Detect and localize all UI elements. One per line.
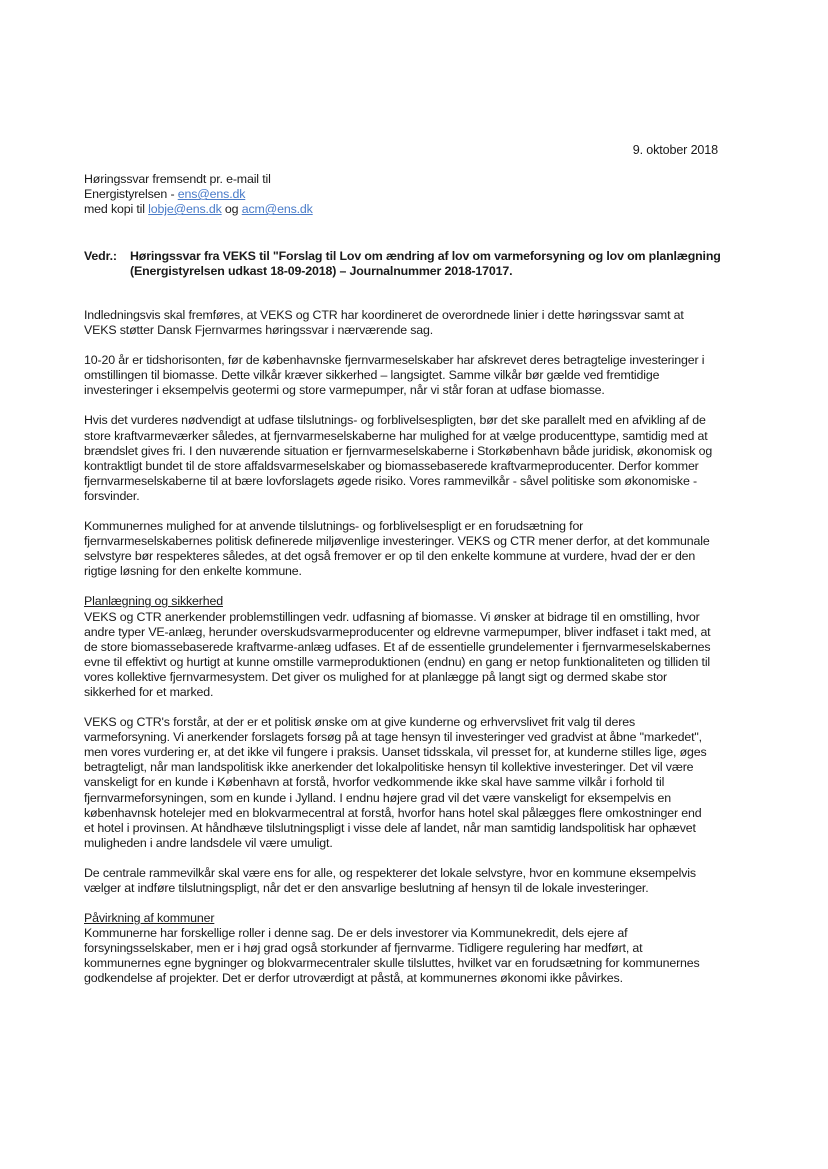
recipients-primary xyxy=(84,187,744,202)
email-link-acm[interactable]: acm@ens.dk xyxy=(241,202,313,217)
section-heading-planning: Planlægning og sikkerhed xyxy=(84,594,223,609)
paragraph-planning-3: De centrale rammevilkår skal være ens for alle, og respekterer det lokale selvstyre, hvor en kommune eksempelvis vælger at indføre tilslutningspligt, når det er den ansvarlige beslutning af hensyn til de lokale investeringer. xyxy=(84,865,696,895)
letter-body xyxy=(84,308,714,1002)
recipients-intro: Høringssvar fremsendt pr. e-mail til xyxy=(84,172,271,186)
document-date: 9. oktober 2018 xyxy=(632,143,718,157)
paragraph-municipalities-1: Kommunerne har forskellige roller i denne sag. De er dels investorer via Kommunekredit, dels ejere af forsyningsselskaber, men er i høj grad også storkunder af fjernvarme. Tidligere regulering har medført, at kommunernes egne bygninger og blokvarmecentraler skulle tilsluttes, hvilket var en forudsætning for kommunernes godkendelse af projekter. Det er derfor utroværdigt at påstå, at kommunernes økonomi ikke påvirkes. xyxy=(84,926,700,986)
paragraph-phaseout: Hvis det vurderes nødvendigt at udfase tilslutnings- og forblivelsespligten, bør det ske parallelt med en afvikling af de store kraftvarmeværker således, at fjernvarmeselskaberne har mulighed for at vælge producenttype, samtidig med at brændslet gives fri. I den nuværende situation er fjernvarmeselskaberne i Storkøbenhavn både juridisk, økonomisk og kontraktligt bundet til de store affaldsvarmeselskaber og biomassebaserede kraftvarmeproducenter. Derfor kommer fjernvarmeselskaberne til at bære lovforslagets øgede risiko. Vores rammevilkår - såvel politiske som økonomiske - forsvinder. xyxy=(84,413,713,503)
paragraph-timeline: 10-20 år er tidshorisonten, før de københavnske fjernvarmeselskaber har afskrevet deres betragtelige investeringer i omstillingen til biomasse. Dette vilkår kræver sikkerhed – langsigtet. Samme vilkår bør gælde ved fremtidige investeringer i eksempelvis geotermi og store varmepumper, når vi står foran at udfase biomasse. xyxy=(84,353,705,398)
copy-prefix: med kopi til xyxy=(84,202,149,217)
paragraph-municipal: Kommunernes mulighed for at anvende tilslutnings- og forblivelsespligt er en forudsætning for fjernvarmeselskabernes politisk definerede miljøvenlige investeringer. VEKS og CTR mener derfor, at det kommunale selvstyre bør respekteres således, at det også fremover er op til den enkelte kommune at vurdere, hvad der er den rigtige løsning for den enkelte kommune. xyxy=(84,519,710,579)
subject-label: Vedr.: xyxy=(84,249,117,263)
section-heading-municipalities: Påvirkning af kommuner xyxy=(84,911,215,926)
subject-text: Høringssvar fra VEKS til "Forslag til Lov om ændring af lov om varmeforsyning og lov om planlægning (Energistyrelsen udkast 18-09-2018) – Journalnummer 2018-17017. xyxy=(130,249,721,279)
email-link-lobje[interactable]: lobje@ens.dk xyxy=(148,202,222,217)
subject-line xyxy=(84,249,744,279)
paragraph-planning-2: VEKS og CTR's forstår, at der er et politisk ønske om at give kunderne og erhvervslivet frit valg til deres varmeforsyning. Vi anerkender forslagets forsøg på at tage hensyn til investeringer ved gradvist at åbne "markedet", men vores vurdering er, at det ikke vil fungere i praksis. Uanset tidsskala, vil presset for, at kunderne stilles lige, øges betragteligt, når man landspolitisk ikke anerkender det lokalpolitiske hensyn til kollektive investeringer. Det vil være vanskeligt for en kunde i København at forstå, hvorfor vedkommende ikke skal have samme vilkår i forhold til fjernvarmeforsyningen, som en kunde i Jylland. I endnu højere grad vil det være vanskeligt for eksempelvis en københavnsk hotelejer med en blokvarmecentral at forstå, hvorfor hans hotel skal pålægges flere omkostninger end et hotel i provinsen. At håndhæve tilslutningspligt i visse dele af landet, når man samtidig landspolitisk har ophævet muligheden i andre landsdele vil være umuligt. xyxy=(84,715,707,850)
recipients-copy xyxy=(84,202,744,217)
paragraph-intro: Indledningsvis skal fremføres, at VEKS og CTR har koordineret de overordnede linier i dette høringssvar samt at VEKS støtter Dansk Fjernvarmes høringssvar i nærværende sag. xyxy=(84,308,684,338)
paragraph-planning-1: VEKS og CTR anerkender problemstillingen vedr. udfasning af biomasse. Vi ønsker at bidrage til en omstilling, hvor andre typer VE-anlæg, herunder overskudsvarmeproducenter og eldrevne varmepumper, bliver indfaset i takt med, at de store biomassebaserede kraftvarme-anlæg udfases. Et af de essentielle grundelementer i fjernvarmeselskabernes evne til effektivt og hurtigt at kunne omstille varmeproduktionen (endnu) en gang er netop funktionaliteten og tilliden til vores kollektive fjernvarmesystem. Det giver os mulighed for at planlægge på langt sigt og dermed skabe stor sikkerhed for et marked. xyxy=(84,609,711,699)
recipient-name: Energistyrelsen - xyxy=(84,187,178,202)
recipients-block xyxy=(84,172,744,217)
copy-conjunction: og xyxy=(221,202,242,217)
email-link-ens[interactable]: ens@ens.dk xyxy=(177,187,246,202)
